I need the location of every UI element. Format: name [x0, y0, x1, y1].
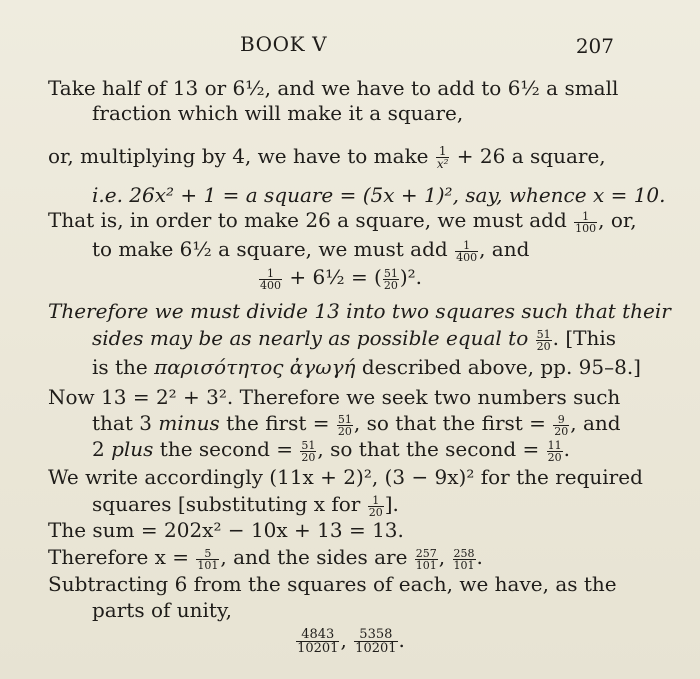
text-line-1: Take half of 13 or 6½, and we have to add to 6½ a small — [48, 76, 619, 100]
running-title: BOOK V — [240, 32, 328, 56]
text-line-7-part-b: + 6½ = ( — [283, 265, 382, 289]
text-line-13-part-c: the second = — [153, 437, 300, 461]
text-line-15-part-b: ]. — [384, 492, 399, 516]
text-line-11: Now 13 = 2² + 3². Therefore we seek two numbers such — [48, 385, 621, 409]
text-line-12-part-e: , and — [570, 411, 621, 435]
text-line-16: The sum = 202x² − 10x + 13 = 13. — [48, 518, 404, 542]
text-line-3-part-b: + 26 a square, — [450, 144, 606, 168]
fraction-51-20-c: $\frac{51}{20}$ — [337, 413, 352, 438]
text-line-5-part-a: That is, in order to make 26 a square, we must add — [48, 208, 574, 232]
fraction-5-101: $\frac{5}{101}$ — [197, 547, 219, 572]
fraction-11-20: $\frac{11}{20}$ — [547, 439, 562, 464]
text-line-6-part-b: , and — [479, 237, 530, 261]
fraction-one-over-x-squared: $\frac{1}{\text{x²}}$ — [436, 144, 449, 171]
fraction-51-20-d: $\frac{51}{20}$ — [301, 439, 316, 464]
fraction-257-101: $\frac{257}{101}$ — [415, 547, 437, 572]
text-line-5-part-b: , or, — [598, 208, 637, 232]
text-line-12-part-d: , so that the first = — [353, 411, 553, 435]
text-line-12 — [92, 411, 621, 437]
text-line-6 — [92, 237, 529, 263]
text-line-17-part-d: . — [476, 545, 483, 569]
parts-of-unity — [0, 628, 700, 655]
text-line-12-part-b: minus — [158, 411, 220, 435]
text-line-18: Subtracting 6 from the squares of each, we have, as the — [48, 572, 617, 596]
text-line-17-part-c: , — [438, 545, 452, 569]
text-line-15-part-a: squares [substituting x for — [92, 492, 367, 516]
parts-separator: , — [340, 628, 354, 652]
parts-end: . — [398, 628, 405, 652]
text-line-10-part-c: described above, pp. 95–8.] — [355, 355, 641, 379]
text-line-10 — [92, 355, 641, 379]
text-line-2: fraction which will make it a square, — [92, 101, 464, 125]
text-line-9-part-a: sides may be as nearly as possible equal to — [92, 326, 535, 350]
text-line-12-part-a: that 3 — [92, 411, 159, 435]
page-number: 207 — [575, 34, 614, 58]
fraction-4843-10201: $\frac{4843}{10201}$ — [297, 627, 339, 656]
text-line-14: We write accordingly (11x + 2)², (3 − 9x)² for the required — [48, 465, 643, 489]
text-line-15 — [92, 492, 399, 518]
equation-line-7 — [258, 265, 422, 291]
text-line-7-part-c: )². — [399, 265, 423, 289]
fraction-1-20: $\frac{1}{20}$ — [368, 494, 383, 519]
text-line-13-part-e: . — [563, 437, 570, 461]
fraction-51-20: $\frac{51}{20}$ — [383, 267, 398, 292]
text-line-9 — [92, 326, 616, 352]
text-line-13-part-a: 2 — [92, 437, 112, 461]
fraction-1-400: $\frac{1}{400}$ — [456, 239, 478, 264]
fraction-5358-10201: $\frac{5358}{10201}$ — [355, 627, 397, 656]
text-line-17-part-b: , and the sides are — [220, 545, 414, 569]
text-line-10-part-a: is the — [92, 355, 155, 379]
page-header — [0, 32, 700, 56]
fraction-9-20: $\frac{9}{20}$ — [554, 413, 569, 438]
fraction-1-100: $\frac{1}{100}$ — [575, 210, 597, 235]
greek-phrase: παρισότητος ἀγωγή — [154, 355, 356, 379]
fraction-1-400-b: $\frac{1}{400}$ — [260, 267, 281, 292]
text-line-5 — [48, 208, 637, 234]
fraction-51-20-b: $\frac{51}{20}$ — [536, 328, 551, 353]
text-line-12-part-c: the first = — [219, 411, 336, 435]
text-line-17-part-a: Therefore x = — [48, 545, 196, 569]
text-line-6-part-a: to make 6½ a square, we must add — [92, 237, 455, 261]
text-line-13-part-d: , so that the second = — [317, 437, 546, 461]
text-line-8: Therefore we must divide 13 into two squares such that their — [48, 299, 671, 323]
text-line-3 — [48, 144, 606, 170]
text-line-13-part-b: plus — [111, 437, 154, 461]
text-line-13 — [92, 437, 570, 463]
text-line-17 — [48, 545, 483, 571]
text-line-19: parts of unity, — [92, 598, 232, 622]
fraction-258-101: $\frac{258}{101}$ — [453, 547, 475, 572]
text-line-9-part-b: . [This — [552, 326, 617, 350]
text-line-4: i.e. 26x² + 1 = a square = (5x + 1)², say, whence x = 10. — [92, 183, 666, 207]
text-line-3-part-a: or, multiplying by 4, we have to make — [48, 144, 435, 168]
